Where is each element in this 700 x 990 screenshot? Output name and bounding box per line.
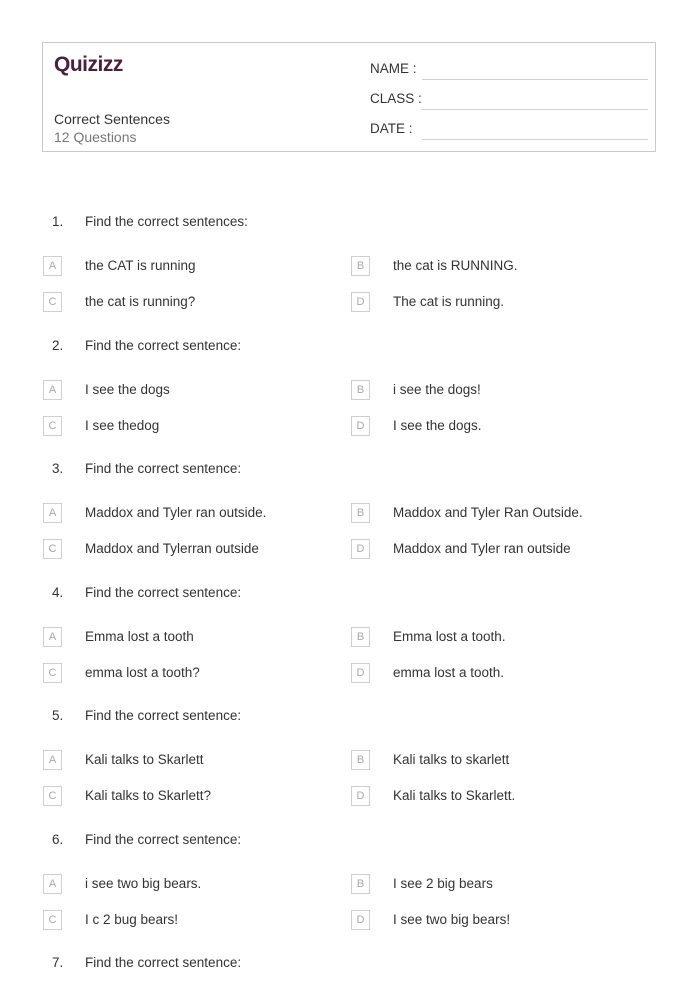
option-text: the CAT is running bbox=[85, 258, 196, 273]
option-text: I see thedog bbox=[85, 418, 160, 433]
option-text: Maddox and Tyler ran outside. bbox=[85, 505, 267, 520]
option-letter-box[interactable]: A bbox=[43, 627, 62, 647]
question-number: 2. bbox=[52, 338, 64, 353]
option-letter-box[interactable]: A bbox=[43, 256, 62, 276]
option-text: I see the dogs. bbox=[393, 418, 482, 433]
option-text: Maddox and Tyler Ran Outside. bbox=[393, 505, 583, 520]
question-number: 6. bbox=[52, 832, 64, 847]
option-text: the cat is RUNNING. bbox=[393, 258, 518, 273]
option-letter-box[interactable]: D bbox=[351, 416, 370, 436]
question-text: Find the correct sentence: bbox=[85, 338, 242, 353]
option-letter-box[interactable]: A bbox=[43, 874, 62, 894]
name-label: NAME : bbox=[370, 61, 417, 76]
option-text: The cat is running. bbox=[393, 294, 505, 309]
option-letter-box[interactable]: D bbox=[351, 663, 370, 683]
question-text: Find the correct sentence: bbox=[85, 585, 242, 600]
option-text: Maddox and Tylerran outside bbox=[85, 541, 259, 556]
question-number: 4. bbox=[52, 585, 64, 600]
question-text: Find the correct sentence: bbox=[85, 955, 242, 970]
option-text: Emma lost a tooth bbox=[85, 629, 194, 644]
option-letter-box[interactable]: A bbox=[43, 380, 62, 400]
option-letter-box[interactable]: C bbox=[43, 910, 62, 930]
option-letter-box[interactable]: A bbox=[43, 503, 62, 523]
question-text: Find the correct sentences: bbox=[85, 214, 248, 229]
option-text: Emma lost a tooth. bbox=[393, 629, 506, 644]
option-text: emma lost a tooth? bbox=[85, 665, 200, 680]
option-text: I see the dogs bbox=[85, 382, 170, 397]
option-letter-box[interactable]: D bbox=[351, 292, 370, 312]
name-line[interactable] bbox=[422, 79, 648, 80]
option-text: emma lost a tooth. bbox=[393, 665, 505, 680]
option-text: I c 2 bug bears! bbox=[85, 912, 179, 927]
option-text: I see 2 big bears bbox=[393, 876, 493, 891]
option-text: i see the dogs! bbox=[393, 382, 481, 397]
option-text: Kali talks to skarlett bbox=[393, 752, 510, 767]
worksheet-header bbox=[42, 42, 656, 152]
option-letter-box[interactable]: C bbox=[43, 416, 62, 436]
question-count: 12 Questions bbox=[54, 129, 137, 145]
question-number: 5. bbox=[52, 708, 64, 723]
option-letter-box[interactable]: C bbox=[43, 663, 62, 683]
option-letter-box[interactable]: A bbox=[43, 750, 62, 770]
class-line[interactable] bbox=[422, 109, 648, 110]
option-text: the cat is running? bbox=[85, 294, 196, 309]
quizizz-logo: Quizizz bbox=[54, 53, 123, 76]
option-text: Kali talks to Skarlett? bbox=[85, 788, 212, 803]
question-number: 7. bbox=[52, 955, 64, 970]
option-letter-box[interactable]: B bbox=[351, 627, 370, 647]
option-text: i see two big bears. bbox=[85, 876, 202, 891]
option-text: I see two big bears! bbox=[393, 912, 511, 927]
option-letter-box[interactable]: B bbox=[351, 256, 370, 276]
option-letter-box[interactable]: B bbox=[351, 503, 370, 523]
question-text: Find the correct sentence: bbox=[85, 461, 242, 476]
worksheet-title: Correct Sentences bbox=[54, 111, 170, 127]
question-number: 3. bbox=[52, 461, 64, 476]
question-text: Find the correct sentence: bbox=[85, 832, 242, 847]
option-text: Kali talks to Skarlett bbox=[85, 752, 204, 767]
option-letter-box[interactable]: C bbox=[43, 539, 62, 559]
option-letter-box[interactable]: D bbox=[351, 539, 370, 559]
option-letter-box[interactable]: C bbox=[43, 786, 62, 806]
date-line[interactable] bbox=[422, 139, 648, 140]
option-text: Maddox and Tyler ran outside bbox=[393, 541, 571, 556]
option-letter-box[interactable]: B bbox=[351, 380, 370, 400]
option-letter-box[interactable]: B bbox=[351, 874, 370, 894]
date-label: DATE : bbox=[370, 121, 413, 136]
class-label: CLASS : bbox=[370, 91, 422, 106]
option-text: Kali talks to Skarlett. bbox=[393, 788, 516, 803]
option-letter-box[interactable]: D bbox=[351, 786, 370, 806]
question-number: 1. bbox=[52, 214, 64, 229]
question-text: Find the correct sentence: bbox=[85, 708, 242, 723]
option-letter-box[interactable]: D bbox=[351, 910, 370, 930]
option-letter-box[interactable]: B bbox=[351, 750, 370, 770]
option-letter-box[interactable]: C bbox=[43, 292, 62, 312]
